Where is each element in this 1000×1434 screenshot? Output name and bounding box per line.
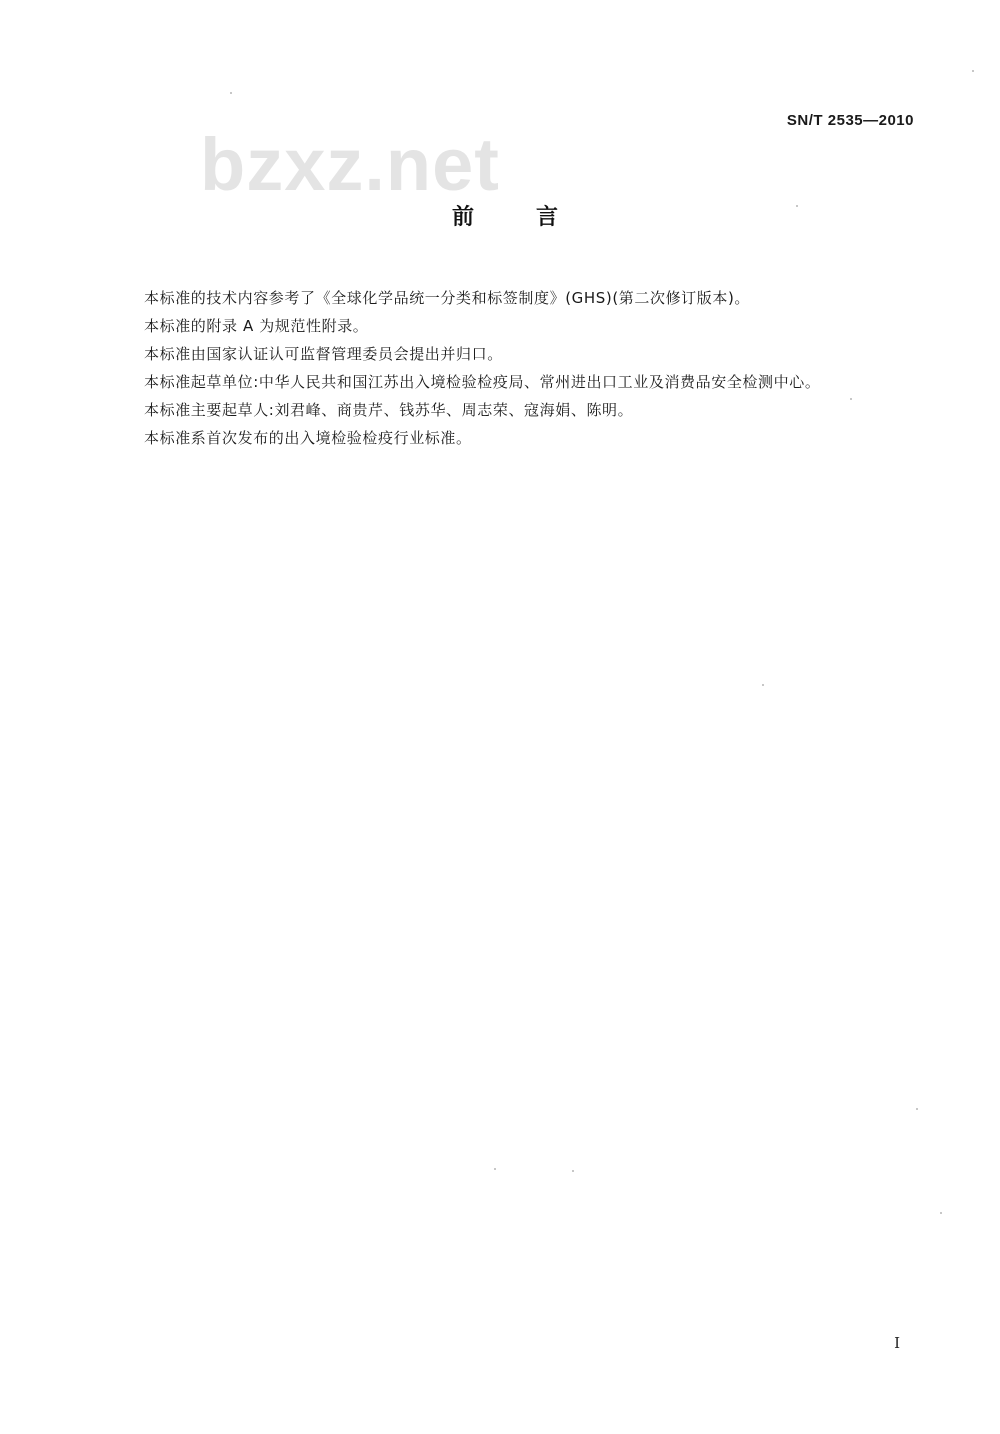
preface-body xyxy=(108,284,914,452)
scan-speck xyxy=(796,205,798,207)
document-number: SN/T 2535—2010 xyxy=(786,112,914,129)
scan-speck xyxy=(494,1168,496,1170)
paragraph-drafters: 本标准主要起草人:刘君峰、商贵芹、钱苏华、周志荣、寇海娟、陈明。 xyxy=(144,401,634,419)
scan-speck xyxy=(972,70,974,72)
scan-speck xyxy=(572,1170,574,1172)
scan-speck xyxy=(940,1212,942,1214)
paragraph-reference: 本标准的技术内容参考了《全球化学品统一分类和标签制度》(GHS)(第二次修订版本)。 xyxy=(144,289,751,307)
scan-speck xyxy=(762,684,764,686)
scan-speck xyxy=(916,1108,918,1110)
paragraph-drafting-units: 本标准起草单位:中华人民共和国江苏出入境检验检疫局、常州进出口工业及消费品安全检测中心。 xyxy=(144,373,821,391)
scan-speck xyxy=(850,398,852,400)
page-title: 前言 xyxy=(451,205,620,230)
paragraph-proposer: 本标准由国家认证认可监督管理委员会提出并归口。 xyxy=(144,345,503,363)
scan-speck xyxy=(230,92,232,94)
page-number: I xyxy=(894,1334,900,1352)
paragraph-first-release: 本标准系首次发布的出入境检验检疫行业标准。 xyxy=(144,429,472,447)
watermark: bzxz.net xyxy=(200,123,500,206)
paragraph-appendix: 本标准的附录 A 为规范性附录。 xyxy=(144,317,369,335)
